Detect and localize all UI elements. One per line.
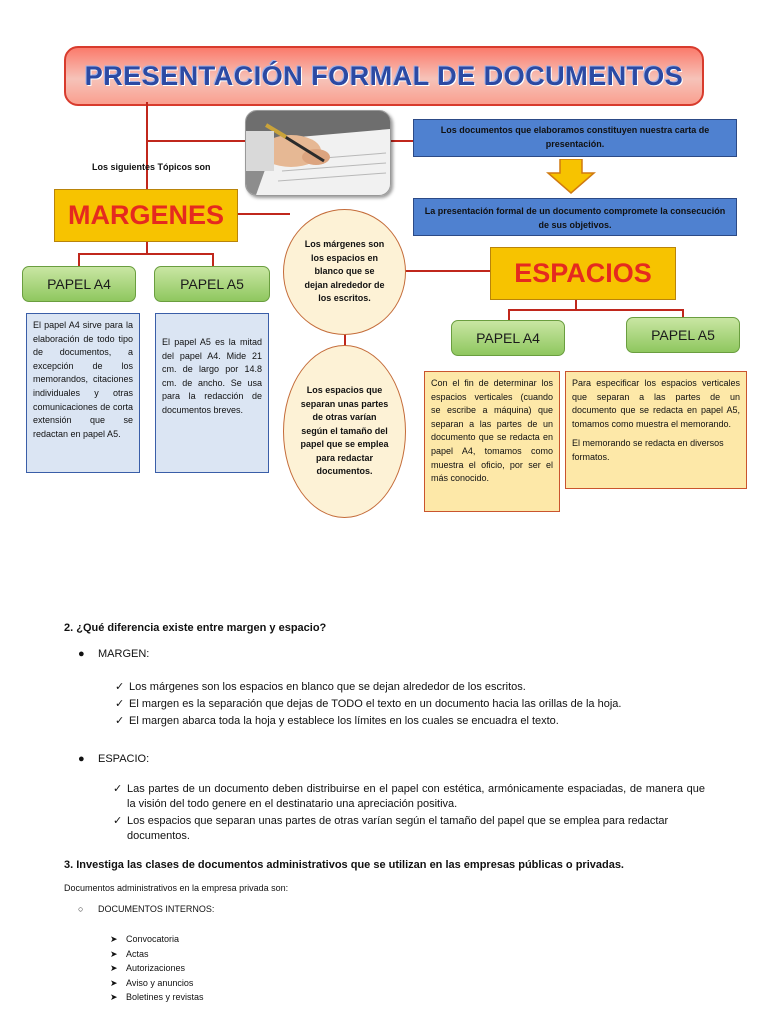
arrow-bullet-icon: ➤ [110, 934, 118, 944]
bullet-margen [78, 647, 149, 662]
connector-line [212, 253, 214, 267]
espacios-papel-a5-box [565, 371, 747, 489]
list-item [110, 990, 204, 1005]
list-item-text: Aviso y anuncios [126, 977, 194, 988]
map-title: PRESENTACIÓN FORMAL DE DOCUMENTOS [64, 46, 704, 106]
bullet-dot-icon: ● [78, 753, 85, 765]
ellipse-margins-definition: Los márgenes son los espacios en blanco que se dejan alrededor de los escritos. [283, 209, 406, 335]
connector-line [78, 253, 214, 255]
note-consecucion-objetivos: La presentación formal de un documento compromete la consecución de sus objetivos. [413, 198, 737, 236]
list-item [110, 961, 204, 976]
margenes-papel-a4-text: El papel A4 sirve para la elaboración de todo tipo de documentos, a excepción de los memorandos, citaciones individuales y otras comunicaciones de corta extensión que se redactan en papel A5. [26, 313, 140, 473]
connector-line [508, 309, 683, 311]
margen-point [115, 680, 715, 695]
list-item [110, 947, 204, 962]
ellipse-spaces-definition: Los espacios que separan unas partes de otras varían según el tamaño del papel que se emplea para redactar documentos. [283, 345, 406, 518]
note-carta-presentacion: Los documentos que elaboramos constituyen nuestra carta de presentación. [413, 119, 737, 157]
check-icon: ✓ [115, 681, 125, 693]
list-item [110, 932, 204, 947]
topics-label: Los siguientes Tópicos son [92, 162, 211, 172]
arrow-bullet-icon: ➤ [110, 977, 118, 988]
bullet-dot-icon: ● [78, 648, 85, 660]
bullet-espacio [78, 752, 149, 767]
check-icon: ✓ [113, 815, 123, 827]
list-item-text: Actas [126, 948, 149, 959]
margenes-papel-a5-label: PAPEL A5 [154, 266, 270, 302]
question-3: 3. Investiga las clases de documentos administrativos que se utilizan en las empresas públicas o privadas. [64, 859, 624, 871]
question-2: 2. ¿Qué diferencia existe entre margen y espacio? [64, 622, 327, 634]
list-item-text: Autorizaciones [126, 963, 186, 973]
margen-point-text: Los márgenes son los espacios en blanco que se dejan alrededor de los escritos. [129, 681, 526, 693]
check-icon: ✓ [113, 783, 123, 795]
check-icon: ✓ [115, 698, 125, 710]
down-arrow-icon [546, 159, 596, 200]
circle-bullet-icon: ○ [78, 904, 84, 914]
connector-line [238, 213, 290, 215]
margenes-papel-a5-text: El papel A5 es la mitad del papel A4. Mide 21 cm. de largo por 14.8 cm. de ancho. Se usa para la redacción de documentos breves. [155, 313, 269, 473]
documentos-internos [78, 904, 214, 914]
document-list [110, 932, 204, 1005]
espacio-point [113, 782, 705, 812]
connector-line [405, 270, 491, 272]
espacio-point [113, 814, 705, 844]
margenes-title: MARGENES [54, 189, 238, 242]
connector-line [78, 253, 80, 267]
margen-point-text: El margen es la separación que dejas de TODO el texto en un documento hacia las orillas de la hoja. [129, 698, 622, 710]
list-item-text: Convocatoria [126, 934, 180, 944]
margenes-papel-a4-label: PAPEL A4 [22, 266, 136, 302]
espacio-points [113, 782, 705, 844]
espacios-papel-a5-text-1: Para especificar los espacios verticales que separan a las partes de un documento que se redacta en papel A5, tomamos como muestra el memorando. [572, 378, 740, 429]
espacio-label: ESPACIO: [98, 753, 150, 765]
margen-point [115, 714, 715, 729]
documentos-internos-label: DOCUMENTOS INTERNOS: [98, 904, 215, 914]
connector-line [146, 140, 245, 142]
espacios-papel-a4-text: Con el fin de determinar los espacios verticales (cuando se escribe a máquina) que separan a las partes de un documento que se redacta en papel A4, tomamos como muestra el oficio, por ser el más conocido. [424, 371, 560, 512]
espacios-papel-a5-label: PAPEL A5 [626, 317, 740, 353]
arrow-bullet-icon: ➤ [110, 963, 118, 973]
arrow-bullet-icon: ➤ [110, 992, 118, 1002]
arrow-bullet-icon: ➤ [110, 948, 118, 959]
espacios-papel-a4-label: PAPEL A4 [451, 320, 565, 356]
margen-label: MARGEN: [98, 648, 150, 660]
section3-intro: Documentos administrativos en la empresa privada son: [64, 883, 289, 893]
connector-line [389, 140, 413, 142]
margen-point [115, 697, 715, 712]
espacios-papel-a5-text-2: El memorando se redacta en diversos formatos. [572, 438, 724, 462]
espacio-point-text: Las partes de un documento deben distribuirse en el papel con estética, armónicamente espaciadas, de manera que la visión del todo genere en el destinatario una apreciación positiva. [127, 783, 705, 810]
connector-line [146, 102, 148, 190]
check-icon: ✓ [115, 715, 125, 727]
margen-points [115, 680, 715, 729]
writing-hand-photo [245, 110, 391, 196]
espacios-title: ESPACIOS [490, 247, 676, 300]
espacio-point-text: Los espacios que separan unas partes de otras varían según el tamaño del papel que se emplea para redactar documentos. [127, 815, 669, 842]
list-item-text: Boletines y revistas [126, 992, 204, 1002]
margen-point-text: El margen abarca toda la hoja y establece los límites en los cuales se encuadra el texto. [129, 715, 559, 727]
list-item [110, 976, 204, 991]
